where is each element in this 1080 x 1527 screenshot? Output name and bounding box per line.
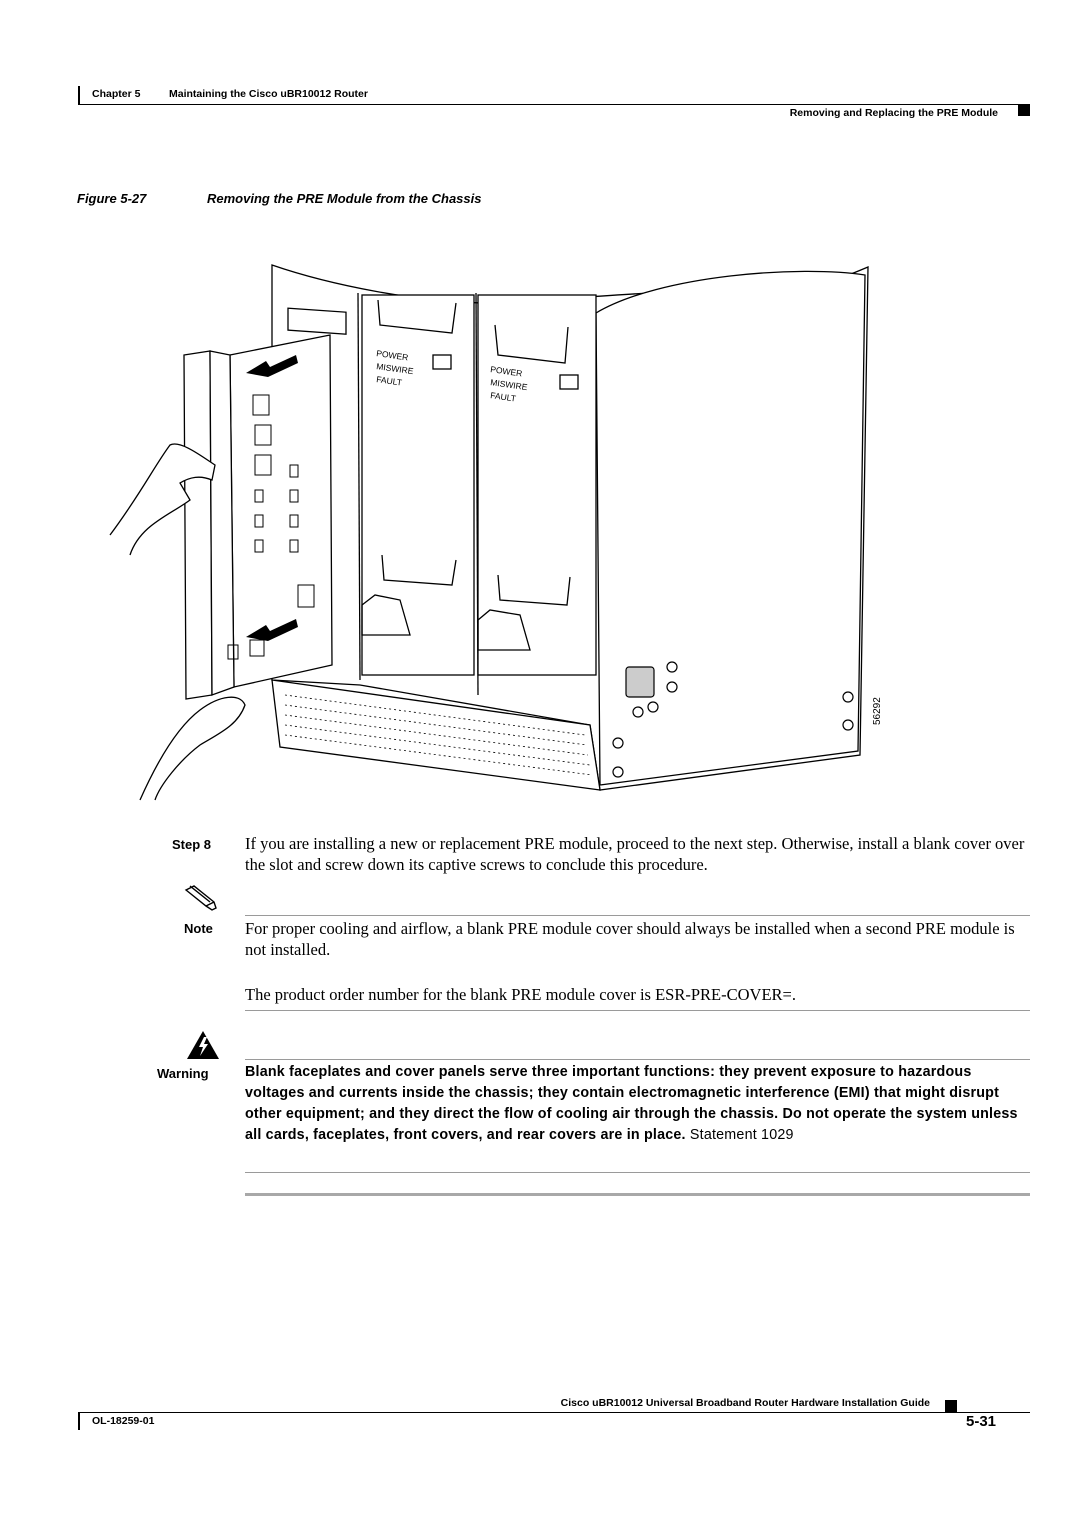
warning-label: Warning [157, 1066, 209, 1081]
pre-module-card [184, 335, 332, 699]
led-label-fault-1: FAULT [375, 374, 403, 388]
note-text-1: For proper cooling and airflow, a blank PRE module cover should always be installed when a second PRE module is not installed. [245, 919, 1015, 959]
header-left-bar [78, 86, 80, 104]
warning-top-rule [245, 1059, 1030, 1060]
chassis-side-panel [596, 271, 865, 785]
note-label: Note [184, 921, 213, 936]
warning-bottom-rule [245, 1172, 1030, 1173]
footer-guide-title: Cisco uBR10012 Universal Broadband Router Hardware Installation Guide [560, 1397, 930, 1409]
led-label-power-2: POWER [489, 364, 523, 379]
footer-right-block [945, 1400, 957, 1412]
header-chapter-title: Maintaining the Cisco uBR10012 Router [169, 88, 368, 100]
led-label-miswire-2: MISWIRE [489, 377, 529, 393]
warning-text [245, 1062, 1035, 1146]
warning-statement: Statement 1029 [689, 1127, 794, 1143]
warning-bold-text: Blank faceplates and cover panels serve three important functions: they prevent exposure to hazardous voltages and currents inside the chassis; they contain electromagnetic interference (EMI) that might disrupt other equipment; and they direct the flow of cooling air through the chassis. Do not operate the system unless all cards, faceplates, front covers, and rear covers are in place. [245, 1064, 1018, 1143]
header-section-title: Removing and Replacing the PRE Module [789, 107, 998, 119]
step-text: If you are installing a new or replacement PRE module, proceed to the next step. Otherwise, install a blank cover over the slot and screw down its captive screws to conclude this procedure. [245, 834, 1025, 874]
installed-pre-module [478, 295, 596, 675]
footer-left-bar [78, 1412, 80, 1430]
note-bottom-rule [245, 1010, 1030, 1011]
vent-grille [272, 680, 600, 790]
note-text-2: The product order number for the blank PRE module cover is ESR-PRE-COVER=. [245, 985, 796, 1004]
figure-art-id: 56292 [872, 697, 883, 725]
pencil-note-icon [184, 884, 220, 916]
note-top-rule [245, 915, 1030, 916]
section-end-rule [245, 1193, 1030, 1196]
led-label-miswire-1: MISWIRE [375, 361, 415, 377]
pre-module-removal-illustration [100, 255, 900, 805]
led-label-power-1: POWER [375, 348, 409, 363]
figure-label: Figure 5-27 [77, 191, 147, 206]
footer-rule [78, 1412, 1030, 1413]
header-right-block [1018, 104, 1030, 116]
led-label-fault-2: FAULT [489, 390, 517, 404]
header-chapter-label: Chapter 5 [92, 88, 141, 100]
footer-doc-number: OL-18259-01 [92, 1415, 155, 1427]
header-rule [78, 104, 1030, 105]
footer-page-number: 5-31 [966, 1413, 997, 1430]
warning-triangle-icon [186, 1030, 220, 1060]
step-label: Step 8 [172, 837, 212, 852]
figure-title: Removing the PRE Module from the Chassis [207, 191, 482, 206]
